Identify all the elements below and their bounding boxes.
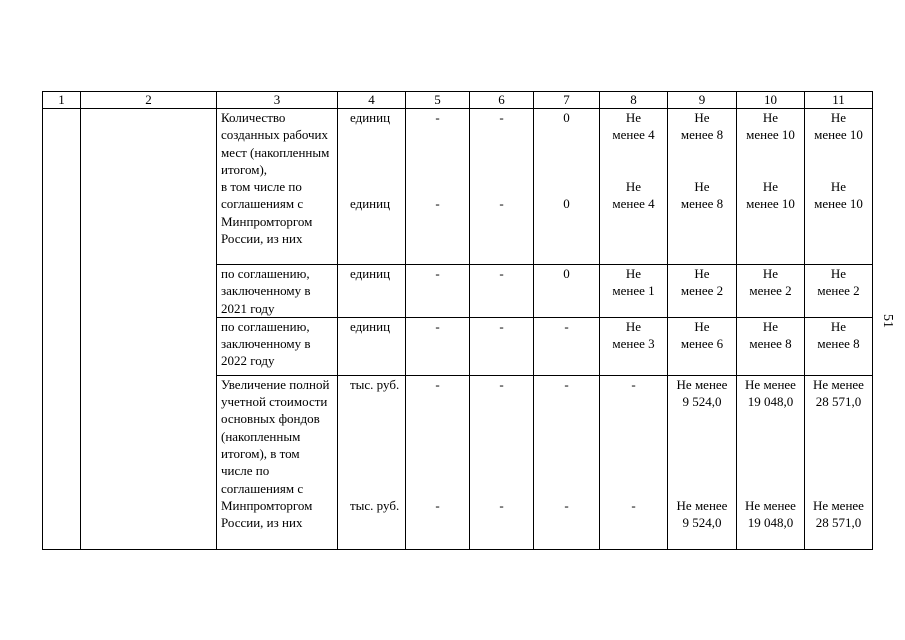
value-cell xyxy=(406,109,470,265)
column-number: 8 xyxy=(600,92,668,109)
value-cell xyxy=(600,317,668,375)
unit-sub-text: единиц xyxy=(350,196,391,212)
value-text: менее 2 xyxy=(749,283,792,299)
value-cell xyxy=(737,375,805,549)
value-sub-text: 28 571,0 xyxy=(815,515,862,531)
page-number: 51 xyxy=(880,314,895,328)
value-text: менее 2 xyxy=(817,283,860,299)
value-text: менее 2 xyxy=(680,283,724,299)
value-cell xyxy=(470,375,534,549)
value-sub-text: - xyxy=(631,497,636,513)
value-text: 0 xyxy=(563,110,570,125)
value-cell xyxy=(668,265,737,318)
column-number: 5 xyxy=(406,92,470,109)
unit-text: тыс. руб. xyxy=(350,376,400,392)
value-text: Не xyxy=(830,318,847,334)
value-text: менее 10 xyxy=(814,127,863,143)
value-text: - xyxy=(631,376,636,392)
value-sub-text: менее 8 xyxy=(680,196,724,212)
indicator-cell: по соглашению, заключенному в 2022 году xyxy=(217,317,338,375)
value-text: 19 048,0 xyxy=(747,394,794,410)
value-cell: 0 xyxy=(534,265,600,318)
value-sub-text: - xyxy=(564,497,569,513)
value-cell: - xyxy=(406,317,470,375)
value-cell xyxy=(737,317,805,375)
value-cell xyxy=(805,375,873,549)
value-cell xyxy=(600,109,668,265)
column-number: 3 xyxy=(217,92,338,109)
unit-text: единиц xyxy=(350,110,391,125)
value-cell: - xyxy=(534,317,600,375)
value-cell xyxy=(534,109,600,265)
value-text: менее 8 xyxy=(680,127,724,143)
value-sub-text: менее 10 xyxy=(814,196,863,212)
value-text: Не менее xyxy=(676,376,728,392)
value-text: - xyxy=(564,376,569,392)
value-text: Не xyxy=(694,266,710,281)
value-text: Не менее xyxy=(813,376,864,392)
column-number: 9 xyxy=(668,92,737,109)
indicator-cell: по соглашению, заключенному в 2021 году xyxy=(217,265,338,318)
indicator-sub-text: соглашениям с Минпромторгом России, из них xyxy=(221,480,313,531)
unit-cell: единиц xyxy=(338,317,406,375)
value-sub-text: Не менее xyxy=(676,497,728,513)
value-cell xyxy=(805,317,873,375)
indicator-text: Увеличение полной учетной стоимости основных фондов (накопленным итогом), в том числе по xyxy=(221,376,330,479)
indicator-cell xyxy=(217,375,338,549)
indicator-cell xyxy=(217,109,338,265)
value-text: - xyxy=(499,110,504,125)
value-text: менее 1 xyxy=(612,283,655,299)
value-sub-text: 9 524,0 xyxy=(682,515,722,531)
value-text: Не xyxy=(762,110,779,125)
column-number: 10 xyxy=(737,92,805,109)
value-sub-text: Не менее xyxy=(813,497,864,513)
value-text: Не xyxy=(830,266,847,281)
value-text: менее 10 xyxy=(746,127,795,143)
value-sub-text: - xyxy=(435,497,440,513)
column-number: 7 xyxy=(534,92,600,109)
indicator-text: Количество созданных рабочих мест (накопленным итогом), xyxy=(221,110,330,177)
value-text: 9 524,0 xyxy=(682,394,722,410)
value-sub-text: - xyxy=(499,497,504,513)
value-sub-text: 19 048,0 xyxy=(747,515,794,531)
value-cell: - xyxy=(406,265,470,318)
value-cell: - xyxy=(470,317,534,375)
empty-cell xyxy=(43,109,81,550)
value-cell xyxy=(600,265,668,318)
value-cell xyxy=(805,109,873,265)
value-sub-text: менее 10 xyxy=(746,196,795,212)
value-text: менее 3 xyxy=(612,336,655,352)
value-text: Не xyxy=(694,110,710,125)
value-cell xyxy=(534,375,600,549)
value-sub-text: Не xyxy=(830,179,847,195)
value-cell xyxy=(470,109,534,265)
column-number: 2 xyxy=(81,92,217,109)
value-cell xyxy=(668,109,737,265)
value-text: 28 571,0 xyxy=(815,394,862,410)
column-number: 4 xyxy=(338,92,406,109)
value-sub-text: Не xyxy=(762,179,779,195)
value-cell: - xyxy=(470,265,534,318)
value-text: менее 6 xyxy=(680,336,724,352)
value-sub-text: 0 xyxy=(563,196,570,212)
value-text: - xyxy=(435,376,440,392)
empty-cell xyxy=(81,109,217,550)
value-sub-text: менее 4 xyxy=(612,196,655,212)
table-row-jobs xyxy=(43,109,873,265)
unit-cell xyxy=(338,109,406,265)
value-text: менее 4 xyxy=(612,127,655,143)
value-text: Не xyxy=(762,318,779,334)
value-sub-text: Не xyxy=(694,179,710,195)
value-text: Не xyxy=(830,110,847,125)
value-text: менее 8 xyxy=(749,336,792,352)
value-text: Не xyxy=(625,266,642,281)
data-table xyxy=(42,91,873,550)
column-number: 1 xyxy=(43,92,81,109)
value-text: - xyxy=(499,376,504,392)
value-text: Не xyxy=(625,318,642,334)
value-text: Не xyxy=(625,110,642,125)
unit-cell xyxy=(338,375,406,549)
value-sub-text: Не менее xyxy=(745,497,796,513)
value-cell xyxy=(737,109,805,265)
column-number: 6 xyxy=(470,92,534,109)
value-sub-text: - xyxy=(499,196,504,212)
unit-sub-text: тыс. руб. xyxy=(350,497,400,513)
value-cell xyxy=(805,265,873,318)
value-sub-text: - xyxy=(435,196,440,212)
value-cell xyxy=(668,317,737,375)
indicator-sub-text: в том числе по соглашениям с Минпромторгом России, из них xyxy=(221,179,313,247)
value-text: - xyxy=(435,110,440,125)
unit-cell: единиц xyxy=(338,265,406,318)
value-cell xyxy=(600,375,668,549)
column-number-row xyxy=(43,92,873,109)
value-text: менее 8 xyxy=(817,336,860,352)
value-text: Не xyxy=(762,266,779,281)
value-cell xyxy=(737,265,805,318)
value-cell xyxy=(406,375,470,549)
column-number: 11 xyxy=(805,92,873,109)
value-cell xyxy=(668,375,737,549)
value-text: Не xyxy=(694,318,710,334)
value-sub-text: Не xyxy=(625,179,642,195)
value-text: Не менее xyxy=(745,376,796,392)
